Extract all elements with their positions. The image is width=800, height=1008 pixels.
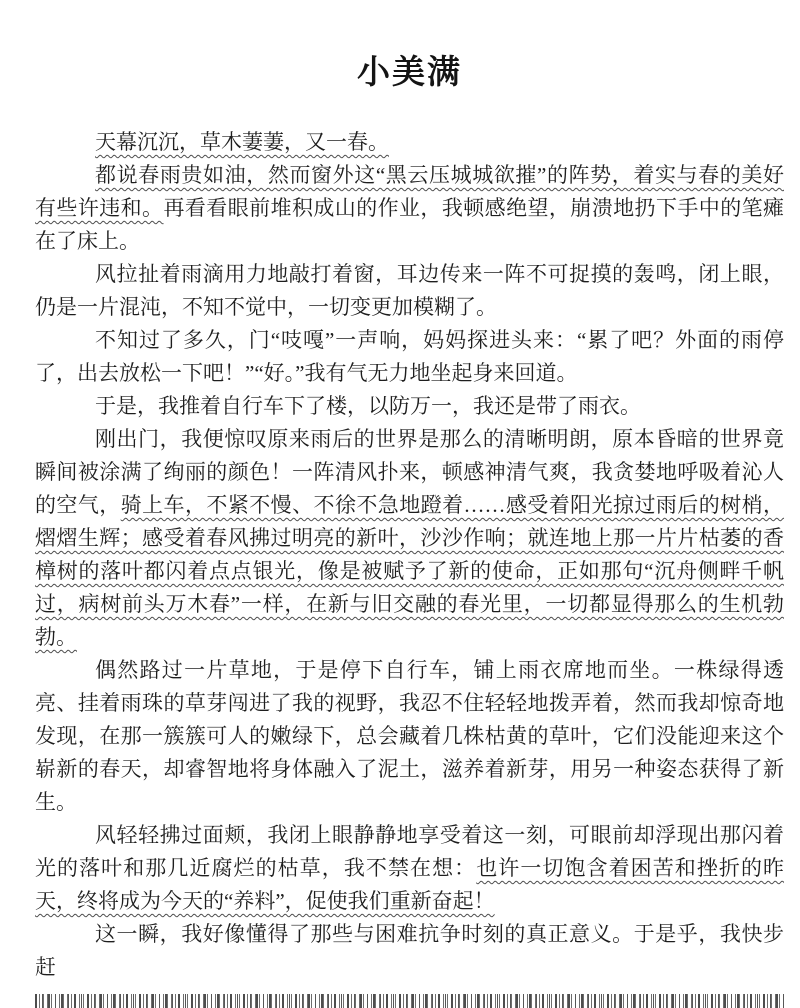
sentence-text: 于是，我推着自行车下了楼，以防万一，我还是带了雨衣。 <box>95 394 641 418</box>
underlined-sentence: 也许一切饱含着困苦和挫折的昨天，终将成为今天的“养料”，促使我们重新奋起！ <box>35 856 785 913</box>
underlined-sentence: 都说春雨贵如油，然而窗外这“黑云压城城欲摧”的阵势，着实与春的美好有些许违和。 <box>35 163 784 220</box>
essay-paragraph <box>35 324 784 390</box>
essay-paragraph <box>35 390 784 423</box>
sentence-text: 再看看眼前堆积成山的作业，我顿感绝望，崩溃地扔下手中的笔瘫在了床上。 <box>35 196 785 253</box>
sentence-text: 刚出门，我便惊叹原来雨后的世界是那么的清晰明朗，原本昏暗的世界竟瞬间被涂满了绚丽的颜色！一阵清风扑来，顿感神清气爽，我贪婪地呼吸着沁人的空气， <box>35 427 784 517</box>
essay-paragraph <box>35 423 784 654</box>
essay-body <box>35 126 784 984</box>
essay-title: 小美满 <box>357 55 462 91</box>
underlined-sentence: 骑上车，不紧不慢、不徐不急地蹬着……感受着阳光掠过雨后的树梢，熠熠生辉；感受着春风拂过明亮的新叶，沙沙作响；就连地上那一片片枯萎的香樟树的落叶都闪着点点银光，像是被赋予了新的使命，正如那句“沉舟侧畔千帆过，病树前头万木春”一样，在新与旧交融的春光里，一切都显得那么的生机勃勃。 <box>35 493 785 649</box>
essay-paragraph <box>35 918 784 984</box>
essay-paragraph <box>35 126 784 159</box>
sentence-text: 不知过了多久，门“吱嘎”一声响，妈妈探进头来：“累了吧？外面的雨停了，出去放松一下吧！”“好。”我有气无力地坐起身来回道。 <box>35 328 784 385</box>
partial-bottom-text-line <box>35 994 784 1008</box>
essay-paragraph <box>35 159 784 258</box>
sentence-text: 偶然路过一片草地，于是停下自行车，铺上雨衣席地而坐。一株绿得透亮、挂着雨珠的草芽闯进了我的视野，我忍不住轻轻地拨弄着，然而我却惊奇地发现，在那一簇簇可人的嫩绿下，总会藏着几株枯黄的草叶，它们没能迎来这个崭新的春天，却睿智地将身体融入了泥土，滋养着新芽，用另一种姿态获得了新生。 <box>35 658 784 814</box>
sentence-text: 风拉扯着雨滴用力地敲打着窗，耳边传来一阵不可捉摸的轰鸣，闭上眼，仍是一片混沌，不知不觉中，一切变更加模糊了。 <box>35 262 784 319</box>
essay-paragraph <box>35 258 784 324</box>
underlined-sentence: 天幕沉沉，草木萋萋，又一春。 <box>95 130 389 154</box>
essay-paragraph <box>35 819 784 918</box>
sentence-text: 这一瞬，我好像懂得了那些与困难抗争时刻的真正意义。于是乎，我快步赶 <box>35 922 784 979</box>
sentence-text: 风轻轻拂过面颊，我闭上眼静静地享受着这一刻，可眼前却浮现出那闪着光的落叶和那几近腐烂的枯草，我不禁在想： <box>35 823 784 880</box>
essay-paragraph <box>35 654 784 819</box>
